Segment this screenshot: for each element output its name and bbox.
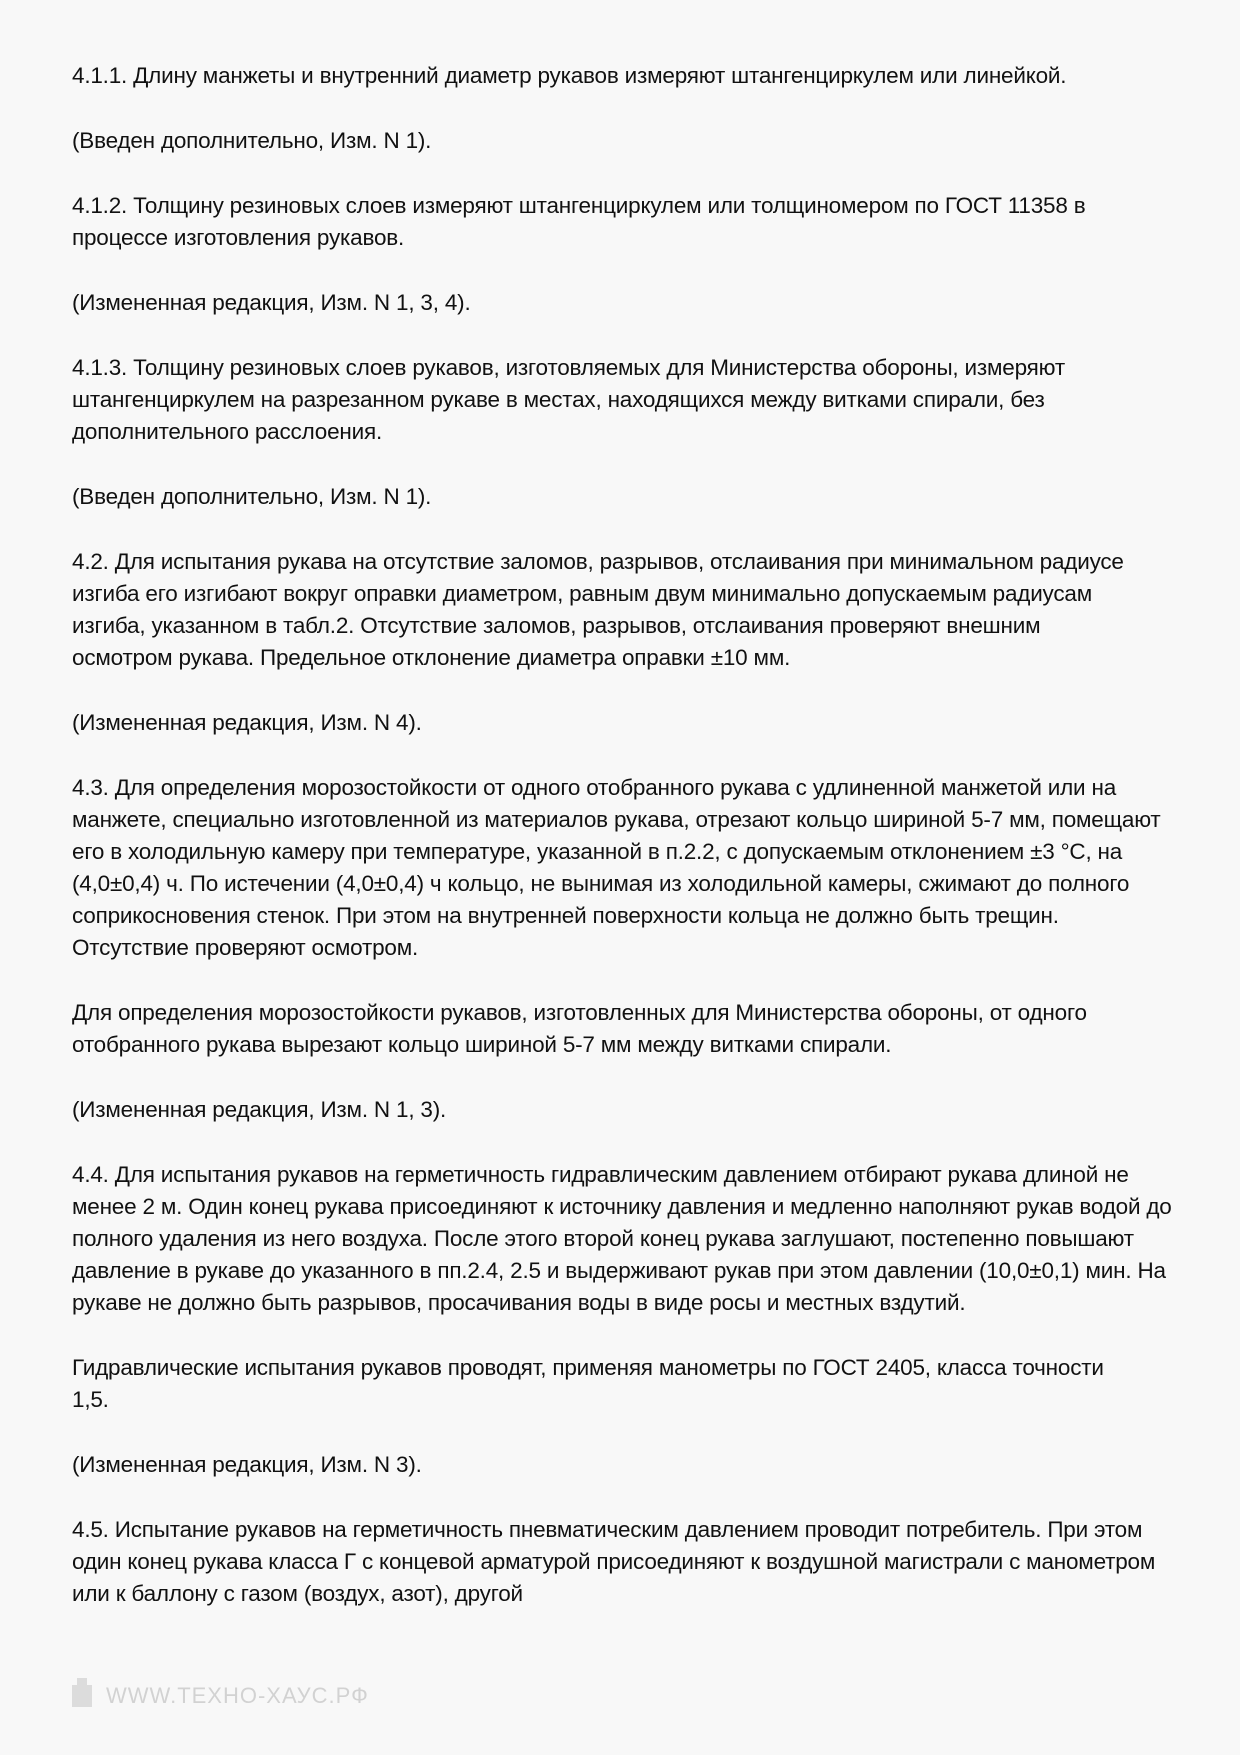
house-icon — [72, 1685, 92, 1707]
amendment-note: (Измененная редакция, Изм. N 4). — [72, 710, 422, 735]
watermark-text: WWW.ТЕХНО-ХАУС.РФ — [106, 1683, 369, 1708]
paragraph-4-2: 4.2. Для испытания рукава на отсутствие заломов, разрывов, отслаивания при минимальном радиусе изгиба его изгибают вокруг оправки диаметром, равным двум минимально допускаемым радиусам изгиба, указанном в табл.2. Отсутствие заломов, разрывов, отслаивания проверяют внешним осмотром рукава. Предельное отклонение диаметра оправки ±10 мм. — [72, 549, 1124, 670]
paragraph-4-1-2: 4.1.2. Толщину резиновых слоев измеряют штангенциркулем или толщиномером по ГОСТ 11358 в процессе изготовления рукавов. — [72, 193, 1086, 250]
paragraph-4-1-1: 4.1.1. Длину манжеты и внутренний диаметр рукавов измеряют штангенциркулем или линейкой. — [72, 63, 1067, 88]
paragraph-4-4-gauges: Гидравлические испытания рукавов проводят, применяя манометры по ГОСТ 2405, класса точности 1,5. — [72, 1355, 1104, 1412]
watermark — [0, 1683, 1240, 1739]
amendment-note: (Введен дополнительно, Изм. N 1). — [72, 484, 432, 509]
amendment-note: (Измененная редакция, Изм. N 1, 3, 4). — [72, 290, 471, 315]
amendment-note: (Измененная редакция, Изм. N 3). — [72, 1452, 422, 1477]
paragraph-4-3-defense: Для определения морозостойкости рукавов, изготовленных для Министерства обороны, от одного отобранного рукава вырезают кольцо шириной 5-7 мм между витками спирали. — [72, 1000, 1087, 1057]
paragraph-4-5: 4.5. Испытание рукавов на герметичность пневматическим давлением проводит потребитель. При этом один конец рукава класса Г с концевой арматурой присоединяют к воздушной магистрали с манометром или к баллону с газом (воздух, азот), другой — [72, 1517, 1156, 1606]
amendment-note: (Введен дополнительно, Изм. N 1). — [72, 128, 432, 153]
amendment-note: (Измененная редакция, Изм. N 1, 3). — [72, 1097, 447, 1122]
paragraph-4-1-3: 4.1.3. Толщину резиновых слоев рукавов, изготовляемых для Министерства обороны, измеряют штангенциркулем на разрезанном рукаве в местах, находящихся между витками спирали, без дополнительного расслоения. — [72, 355, 1065, 444]
paragraph-4-3: 4.3. Для определения морозостойкости от одного отобранного рукава с удлиненной манжетой или на манжете, специально изготовленной из материалов рукава, отрезают кольцо шириной 5-7 мм, помещают его в холодильную камеру при температуре, указанной в п.2.2, с допускаемым отклонением ±3 °С, на (4,0±0,4) ч. По истечении (4,0±0,4) ч кольцо, не вынимая из холодильной камеры, сжимают до полного соприкосновения стенок. При этом на внутренней поверхности кольца не должно быть трещин. Отсутствие проверяют осмотром. — [72, 775, 1161, 960]
paragraph-4-4: 4.4. Для испытания рукавов на герметичность гидравлическим давлением отбирают рукава длиной не менее 2 м. Один конец рукава присоединяют к источнику давления и медленно наполняют рукав водой до полного удаления из него воздуха. После этого второй конец рукава заглушают, постепенно повышают давление в рукаве до указанного в пп.2.4, 2.5 и выдерживают рукав при этом давлении (10,0±0,1) мин. На рукаве не должно быть разрывов, просачивания воды в виде росы и местных вздутий. — [72, 1162, 1172, 1315]
